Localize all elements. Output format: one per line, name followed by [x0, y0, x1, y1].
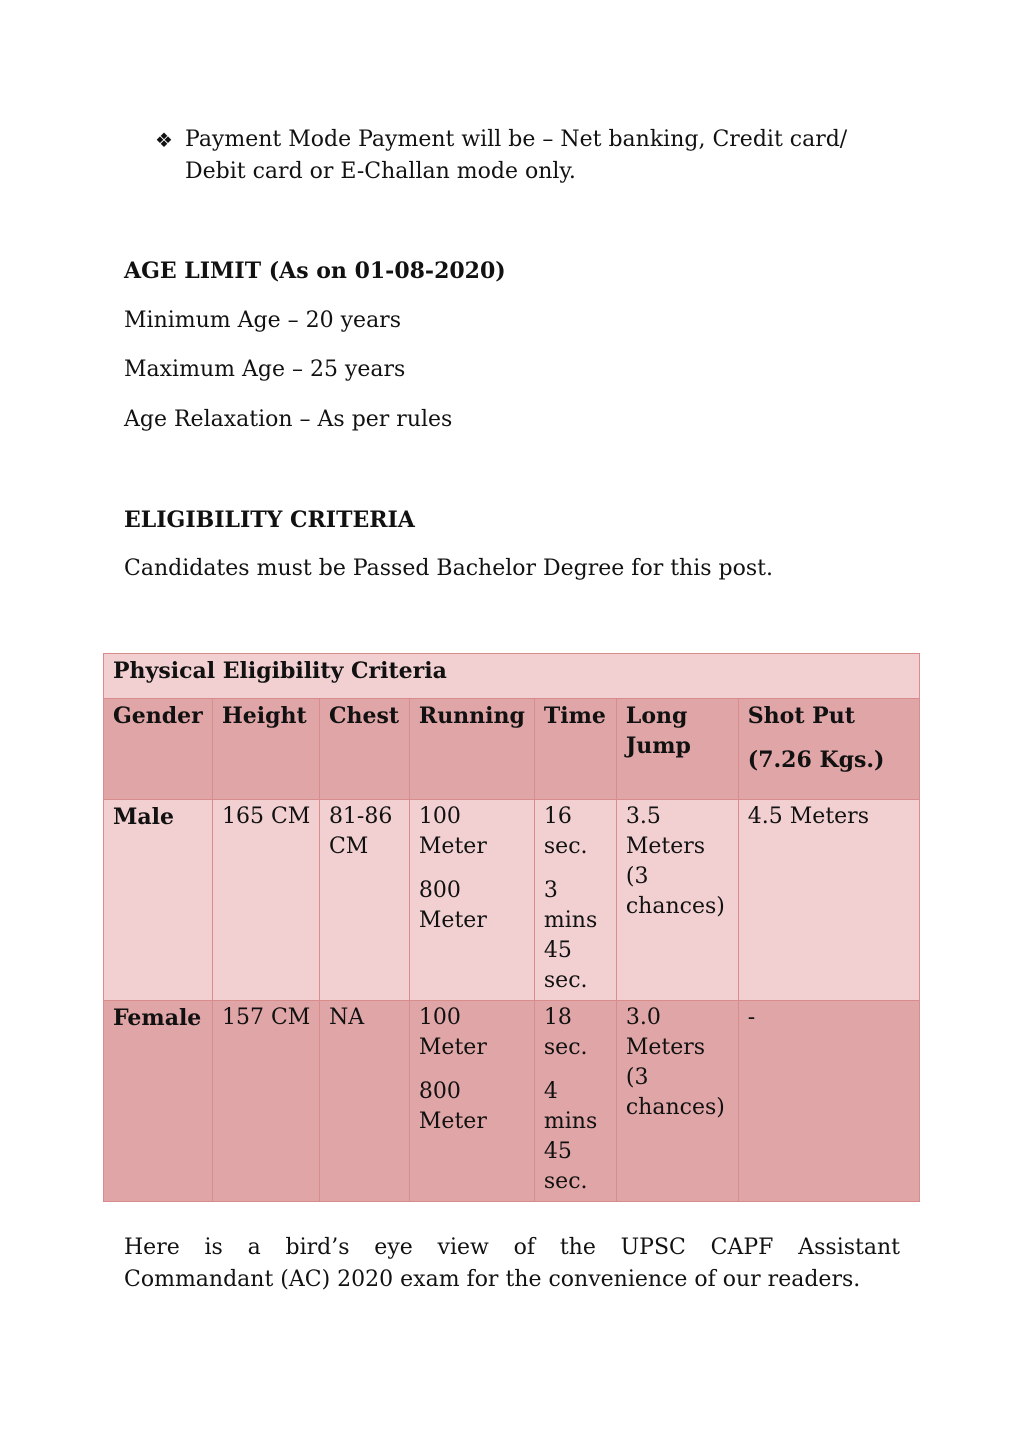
age-relaxation-text: Age Relaxation – As per rules [124, 407, 453, 432]
payment-mode-text: Payment Mode Payment will be – Net banking, Credit card/ Debit card or E-Challan mode only. [185, 127, 848, 184]
cell-time [534, 1001, 616, 1202]
physical-eligibility-table [103, 653, 920, 1202]
header-gender: Gender [104, 699, 213, 800]
closing-paragraph [124, 1232, 900, 1296]
table-row [104, 800, 920, 1001]
cell-shot-put: - [738, 1001, 919, 1202]
cell-chest: 81-86 CM [319, 800, 409, 1001]
header-shot-put-label: Shot Put [747, 703, 855, 729]
cell-height: 157 CM [212, 1001, 319, 1202]
time-100m: 16 sec. [543, 804, 588, 859]
time-800m: 3 mins 45 sec. [543, 878, 598, 993]
eligibility-text: Candidates must be Passed Bachelor Degree for this post. [124, 556, 773, 581]
header-running: Running [409, 699, 534, 800]
table-header-row [104, 699, 920, 800]
header-long-jump: Long Jump [616, 699, 738, 800]
table-title-row [104, 654, 920, 699]
cell-gender: Female [104, 1001, 213, 1202]
time-800m: 4 mins 45 sec. [543, 1079, 598, 1194]
header-chest: Chest [319, 699, 409, 800]
closing-line-1: Here is a bird’s eye view of the UPSC CAPF Assistant [124, 1235, 900, 1260]
cell-long-jump: 3.0 Meters (3 chances) [616, 1001, 738, 1202]
cell-gender: Male [104, 800, 213, 1001]
payment-bullet-item [155, 124, 900, 188]
cell-shot-put: 4.5 Meters [738, 800, 919, 1001]
maximum-age-text: Maximum Age – 25 years [124, 357, 406, 382]
minimum-age-text: Minimum Age – 20 years [124, 308, 401, 333]
cell-time [534, 800, 616, 1001]
running-100m: 100 Meter [418, 1005, 487, 1060]
cell-chest: NA [319, 1001, 409, 1202]
header-time: Time [534, 699, 616, 800]
diamond-bullet-icon: ❖ [155, 128, 173, 152]
header-shot-put [738, 699, 919, 800]
cell-running [409, 1001, 534, 1202]
header-height: Height [212, 699, 319, 800]
running-800m: 800 Meter [418, 1079, 487, 1134]
closing-line-2: Commandant (AC) 2020 exam for the convenience of our readers. [124, 1267, 861, 1292]
time-100m: 18 sec. [543, 1005, 588, 1060]
running-100m: 100 Meter [418, 804, 487, 859]
age-limit-heading: AGE LIMIT (As on 01-08-2020) [124, 258, 506, 284]
eligibility-heading: ELIGIBILITY CRITERIA [124, 507, 415, 533]
cell-long-jump: 3.5 Meters (3 chances) [616, 800, 738, 1001]
header-shot-put-unit: (7.26 Kgs.) [747, 747, 885, 773]
cell-running [409, 800, 534, 1001]
cell-height: 165 CM [212, 800, 319, 1001]
table-row [104, 1001, 920, 1202]
running-800m: 800 Meter [418, 878, 487, 933]
table-title: Physical Eligibility Criteria [104, 654, 920, 699]
